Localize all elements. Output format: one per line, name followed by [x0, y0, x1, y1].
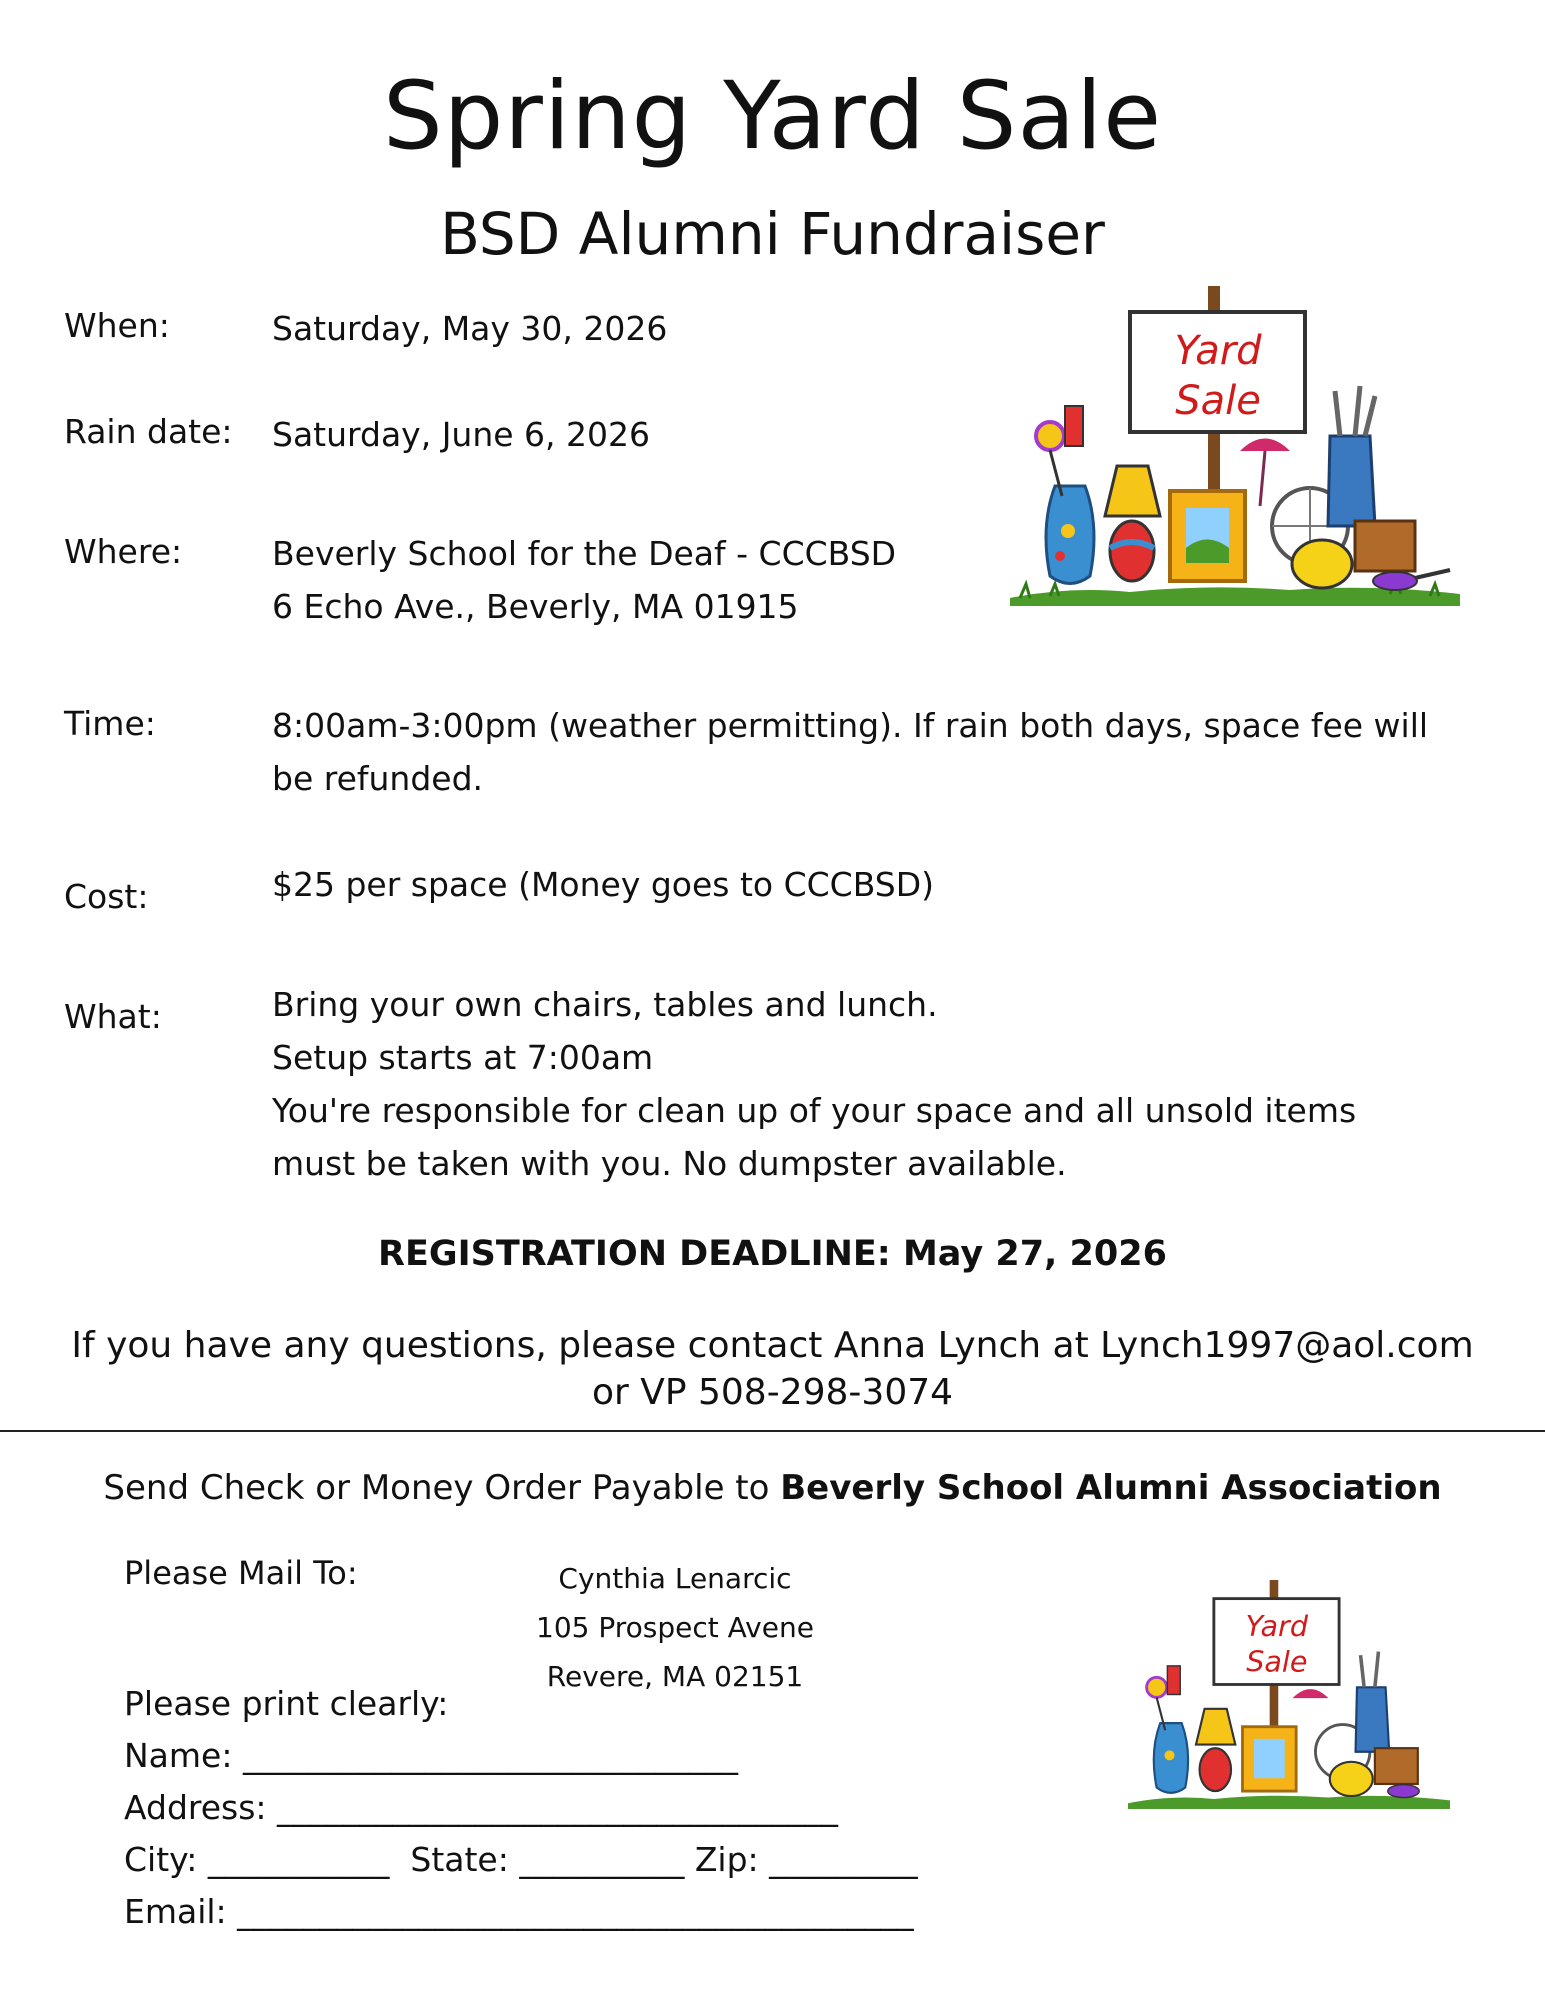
payee-name: Beverly School Alumni Association [780, 1468, 1442, 1508]
when-value: Saturday, May 30, 2026 [272, 309, 668, 348]
time-label: Time: [64, 704, 156, 743]
when-label: When: [64, 306, 170, 345]
registration-form [124, 1678, 918, 1938]
payment-instructions [0, 1468, 1545, 1508]
rain-date-value: Saturday, June 6, 2026 [272, 415, 651, 454]
where-line: 6 Echo Ave., Beverly, MA 01915 [272, 587, 799, 626]
yard-sale-clipart-small [1128, 1580, 1450, 1809]
address-field[interactable]: Address: __________________________________ [124, 1788, 839, 1827]
time-value [272, 699, 1428, 805]
what-label: What: [64, 997, 162, 1036]
section-divider [0, 1430, 1545, 1432]
city-state-zip-field[interactable]: City: ___________ State: __________ Zip: _________ [124, 1840, 918, 1879]
what-line: You're responsible for clean up of your space and all unsold items [272, 1091, 1357, 1130]
time-line: be refunded. [272, 759, 484, 798]
sign-text-yard: Yard [1174, 328, 1262, 374]
what-line: Bring your own chairs, tables and lunch. [272, 985, 938, 1024]
cost-label: Cost: [64, 877, 149, 916]
page-subtitle: BSD Alumni Fundraiser [440, 200, 1105, 268]
what-line: must be taken with you. No dumpster available. [272, 1144, 1067, 1183]
registration-deadline: REGISTRATION DEADLINE: May 27, 2026 [378, 1234, 1167, 1274]
cost-value: $25 per space (Money goes to CCCBSD) [272, 865, 935, 904]
sign-text-yard: Yard [1245, 1608, 1308, 1643]
name-field[interactable]: Name: ______________________________ [124, 1736, 738, 1775]
form-instruction: Please print clearly: [124, 1684, 449, 1723]
mail-recipient: Cynthia Lenarcic [558, 1562, 792, 1595]
rain-date-label: Rain date: [64, 412, 233, 451]
where-value [272, 527, 896, 633]
mail-street: 105 Prospect Avene [536, 1611, 814, 1644]
time-line: 8:00am-3:00pm (weather permitting). If rain both days, space fee will [272, 706, 1429, 745]
contact-line: or VP 508-298-3074 [591, 1372, 954, 1413]
where-line: Beverly School for the Deaf - CCCBSD [272, 534, 897, 573]
mail-to-label: Please Mail To: [124, 1554, 358, 1592]
payment-prefix: Send Check or Money Order Payable to [103, 1468, 781, 1508]
where-label: Where: [64, 532, 183, 571]
sign-text-sale: Sale [1175, 378, 1261, 424]
mail-city: Revere, MA 02151 [546, 1660, 804, 1693]
contact-info [0, 1322, 1545, 1416]
contact-line: If you have any questions, please contact Anna Lynch at Lynch1997@aol.com [71, 1325, 1474, 1366]
what-line: Setup starts at 7:00am [272, 1038, 654, 1077]
email-field[interactable]: Email: _________________________________________ [124, 1892, 914, 1931]
what-value [272, 978, 1356, 1190]
yard-sale-clipart [1010, 286, 1460, 606]
sign-text-sale: Sale [1246, 1644, 1308, 1679]
page-title: Spring Yard Sale [382, 62, 1163, 171]
